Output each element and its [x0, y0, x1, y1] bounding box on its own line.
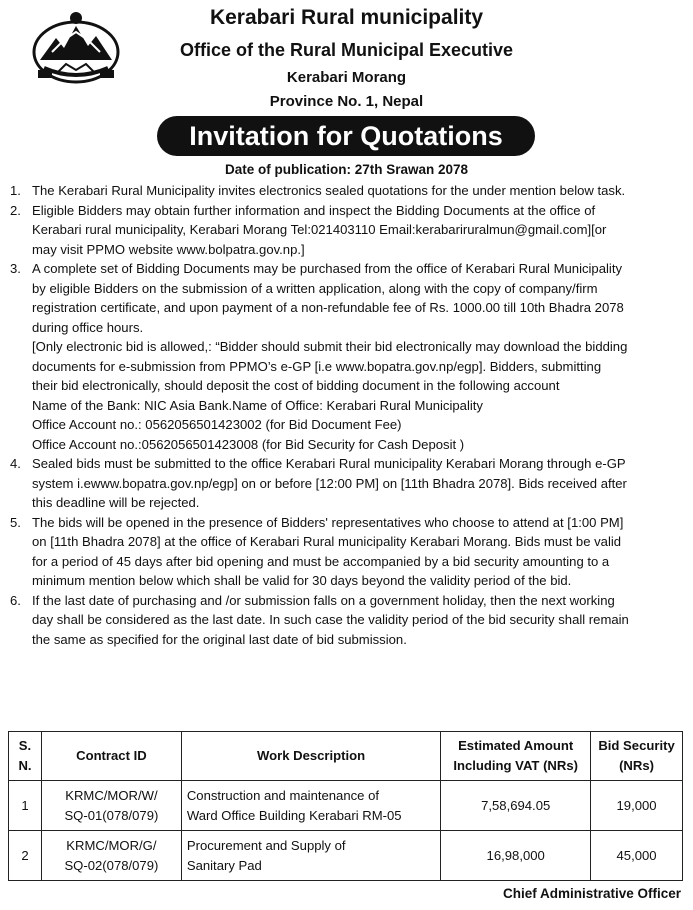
header-contract-id: Contract ID: [41, 732, 181, 781]
item-text: [32, 181, 686, 201]
header-estimated-amount: Estimated Amount Including VAT (NRs): [441, 732, 591, 781]
cell-estimated-amount: 16,98,000: [441, 831, 591, 881]
list-item: [10, 454, 686, 513]
cell-contract-id: KRMC/MOR/G/ SQ-02(078/079): [41, 831, 181, 881]
list-item: [10, 201, 686, 260]
cell-work-description: Construction and maintenance of Ward Office Building Kerabari RM-05: [181, 781, 440, 831]
table-row: [9, 831, 683, 881]
cell-sn: 2: [9, 831, 42, 881]
item-text-line: documents for e-submission from PPMO’s e-GP [i.e www.bopatra.gov.np/egp]. Bidders, submitting: [32, 358, 602, 374]
item-text-line: their bid electronically, should deposit the cost of bidding document in the following account: [32, 378, 560, 393]
header-work-description: Work Description: [181, 732, 440, 781]
cell-bid-security: 19,000: [591, 781, 683, 831]
item-number: 6.: [10, 592, 21, 608]
publication-date: Date of publication: 27th Srawan 2078: [224, 162, 469, 177]
cell-contract-id: KRMC/MOR/W/ SQ-01(078/079): [41, 781, 181, 831]
item-text-line: [Only electronic bid is allowed,: “Bidder should submit their bid electronically may download the bidding: [32, 339, 628, 354]
item-text-line: Sealed bids must be submitted to the office Kerabari Rural municipality Kerabari Morang through e-GP: [32, 456, 626, 471]
item-text: [32, 591, 686, 650]
cell-sn: 1: [9, 781, 42, 831]
item-text: [32, 513, 686, 591]
item-text-line: Office Account no.:0562056501423008 (for Bid Security for Cash Deposit ): [32, 436, 465, 452]
item-text-line: The Kerabari Rural Municipality invites electronics sealed quotations for the under mention below task.: [32, 183, 626, 198]
quotation-table: [8, 731, 683, 881]
item-number: 4.: [10, 456, 21, 471]
item-text-line: Office Account no.: 0562056501423002 (for Bid Document Fee): [32, 417, 402, 432]
list-item: [10, 259, 686, 454]
item-text-line: by eligible Bidders on the submission of a written application, along with the copy of company/firm: [32, 280, 598, 296]
item-number: 1.: [10, 183, 21, 198]
item-text-line: this deadline will be rejected.: [32, 495, 200, 510]
header-bid-security: Bid Security (NRs): [591, 732, 683, 781]
item-text-line: system i.ewww.bopatra.gov.np/egp] on or before [12:00 PM] on [11th Bhadra 2078]. Bids received after: [32, 475, 627, 491]
item-text: [32, 259, 686, 454]
item-text: [32, 201, 686, 260]
office-location: Kerabari Morang: [286, 69, 407, 86]
cell-estimated-amount: 7,58,694.05: [441, 781, 591, 831]
item-text: [32, 454, 686, 513]
table-header-row: [9, 732, 683, 781]
cell-work-description: Procurement and Supply of Sanitary Pad: [181, 831, 440, 881]
list-item: [10, 591, 686, 650]
list-item: [10, 513, 686, 591]
table-row: [9, 781, 683, 831]
office-name: Office of the Rural Municipal Executive: [179, 40, 514, 60]
item-text-line: for a period of 45 days after bid opening and must be accompanied by a bid security amounting to a: [32, 553, 610, 569]
item-text-line: Kerabari rural municipality, Kerabari Morang Tel:021403110 Email:kerabariruralmun@gmail.com][or: [32, 222, 607, 237]
item-number: 2.: [10, 202, 21, 218]
item-number: 5.: [10, 514, 21, 530]
item-text-line: on [11th Bhadra 2078] at the office of Kerabari Rural municipality Kerabari Morang. Bids must be valid: [32, 534, 622, 549]
item-text-line: Name of the Bank: NIC Asia Bank.Name of Office: Kerabari Rural Municipality: [32, 397, 483, 413]
item-text-line: may visit PPMO website www.bolpatra.gov.np.]: [32, 241, 305, 257]
item-number: 3.: [10, 261, 21, 276]
item-text-line: If the last date of purchasing and /or submission falls on a government holiday, then the next working: [32, 592, 615, 608]
municipality-name: Kerabari Rural municipality: [209, 6, 484, 29]
list-item: [10, 181, 686, 201]
item-text-line: Eligible Bidders may obtain further information and inspect the Bidding Documents at the office of: [32, 202, 596, 218]
signatory-title: Chief Administrative Officer: [502, 886, 681, 901]
item-text-line: during office hours.: [32, 319, 144, 335]
notice-items-list: [10, 181, 686, 649]
item-text-line: A complete set of Bidding Documents may be purchased from the office of Kerabari Rural Municipality: [32, 261, 622, 276]
item-text-line: registration certificate, and upon payment of a non-refundable fee of Rs. 1000.00 till 10th Bhadra 2078: [32, 300, 624, 315]
item-text-line: minimum mention below which shall be valid for 30 days beyond the validity period of the bid.: [32, 573, 572, 588]
item-text-line: The bids will be opened in the presence of Bidders' representatives who choose to attend at [1:00 PM]: [32, 514, 624, 530]
cell-bid-security: 45,000: [591, 831, 683, 881]
item-text-line: day shall be considered as the last date. In such case the validity period of the bid security shall remain: [32, 612, 629, 627]
item-text-line: the same as specified for the original last date of bid submission.: [32, 631, 407, 647]
notice-title-banner: Invitation for Quotations: [157, 116, 535, 156]
header-sn: S. N.: [9, 732, 42, 781]
province-name: Province No. 1, Nepal: [269, 93, 424, 110]
